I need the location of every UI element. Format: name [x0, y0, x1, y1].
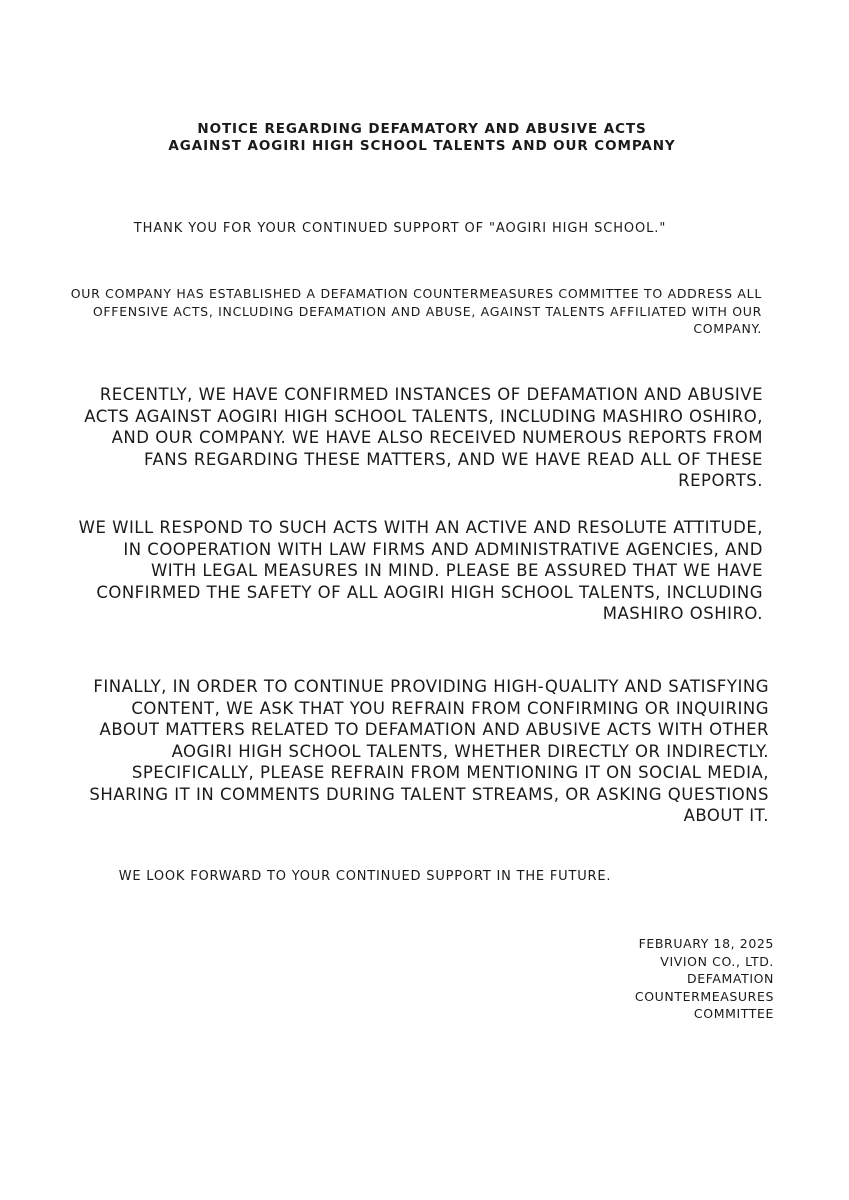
signature-company: VIVION CO., LTD.	[660, 953, 774, 969]
response-paragraph: WE WILL RESPOND TO SUCH ACTS WITH AN ACTIVE AND RESOLUTE ATTITUDE, IN COOPERATION WITH LAW FIRMS AND ADMINISTRATIVE AGENCIES, AND WITH LEGAL MEASURES IN MIND. PLEASE BE ASSURED THAT WE HAVE CONFIRMED THE SAFETY OF ALL AOGIRI HIGH SCHOOL TALENTS, INCLUDING MASHIRO OSHIRO.	[78, 518, 763, 623]
notice-title: NOTICE REGARDING DEFAMATORY AND ABUSIVE ACTS AGAINST AOGIRI HIGH SCHOOL TALENTS AND OUR COMPANY	[168, 121, 676, 154]
signature-date: FEBRUARY 18, 2025	[638, 936, 774, 951]
signature-committee-line-2: COUNTERMEASURES	[634, 988, 774, 1004]
signature-committee-line-1: DEFAMATION	[687, 971, 774, 986]
signature-block	[600, 935, 774, 1023]
greeting-text: THANK YOU FOR YOUR CONTINUED SUPPORT OF "AOGIRI HIGH SCHOOL."	[133, 221, 667, 236]
request-paragraph: FINALLY, IN ORDER TO CONTINUE PROVIDING HIGH-QUALITY AND SATISFYING CONTENT, WE ASK THAT YOU REFRAIN FROM CONFIRMING OR INQUIRING ABOUT MATTERS RELATED TO DEFAMATION AND ABUSIVE ACTS WITH OTHER AOGIRI HIGH SCHOOL TALENTS, WHETHER DIRECTLY OR INDIRECTLY. SPECIFICALLY, PLEASE REFRAIN FROM MENTIONING IT ON SOCIAL MEDIA, SHARING IT IN COMMENTS DURING TALENT STREAMS, OR ASKING QUESTIONS ABOUT IT.	[89, 677, 769, 825]
signature-committee-line-3: COMMITTEE	[693, 1006, 774, 1021]
committee-paragraph: OUR COMPANY HAS ESTABLISHED A DEFAMATION COUNTERMEASURES COMMITTEE TO ADDRESS ALL OFFENSIVE ACTS, INCLUDING DEFAMATION AND ABUSE, AGAINST TALENTS AFFILIATED WITH OUR COMPANY.	[70, 286, 762, 336]
closing-text: WE LOOK FORWARD TO YOUR CONTINUED SUPPORT IN THE FUTURE.	[118, 869, 612, 884]
incident-paragraph: RECENTLY, WE HAVE CONFIRMED INSTANCES OF DEFAMATION AND ABUSIVE ACTS AGAINST AOGIRI HIGH SCHOOL TALENTS, INCLUDING MASHIRO OSHIRO, AND OUR COMPANY. WE HAVE ALSO RECEIVED NUMEROUS REPORTS FROM FANS REGARDING THESE MATTERS, AND WE HAVE READ ALL OF THESE REPORTS.	[84, 385, 763, 490]
